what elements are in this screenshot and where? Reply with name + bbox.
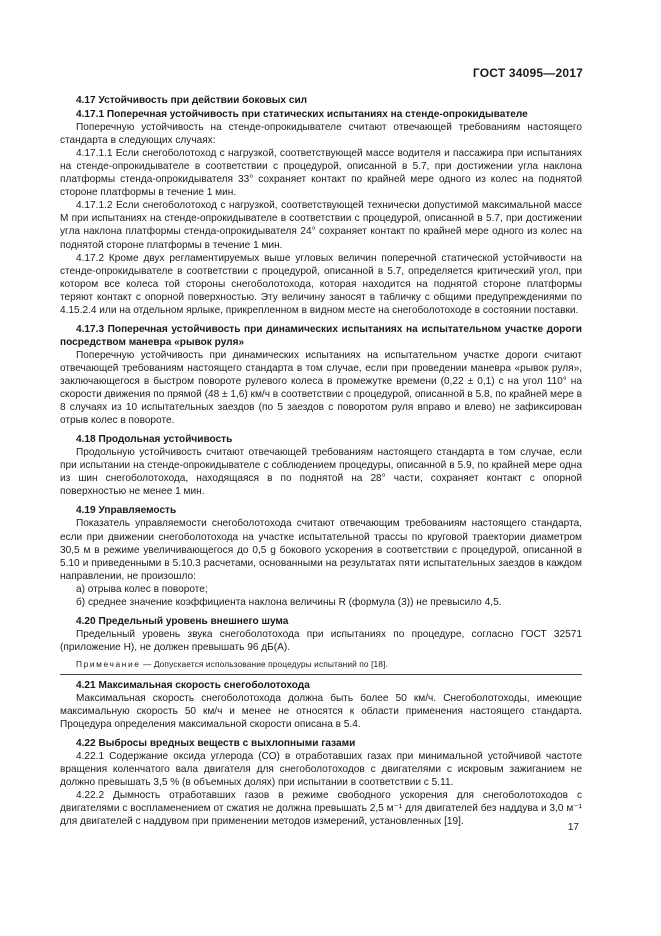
paragraph-4-19: Показатель управляемости снегоболотохода считают отвечающим требованиям настоящего стандарта, если при движении снегоболотохода на участке испытательной трассы по круговой траектории диаметром 30,5 м в режиме увеличивающегося до 0,5 g бокового ускорения в соответствии с процедурой, описанной в 5.10 и приведенными в 5.10.3 расчетами, основанными на результатах пяти испытательных заездов в каждом направлении, не произошло:: [60, 518, 582, 582]
section-heading-4-19: 4.19 Управляемость: [76, 505, 177, 517]
section-heading-4-18: 4.18 Продольная устойчивость: [76, 434, 233, 446]
note-divider: [60, 674, 582, 675]
section-heading-4-17-1: 4.17.1 Поперечная устойчивость при статических испытаниях на стенде-опрокидывателе: [76, 109, 528, 121]
section-heading-4-17-3: 4.17.3 Поперечная устойчивость при динамических испытаниях на испытательном участке дороги посредством маневра «рывок руля»: [60, 323, 582, 348]
note-text: — Допускается использование процедуры испытаний по [18].: [140, 658, 388, 669]
list-item-a: а) отрыва колес в повороте;: [76, 583, 208, 595]
page-number: 17: [567, 822, 579, 833]
paragraph-4-17-3: Поперечную устойчивость при динамических испытаниях на испытательном участке дороги считают отвечающей требованиям настоящего стандарта в том случае, если при проведении маневра «рывок руля», заключающегося в быстром повороте рулевого колеса в промежутке времени (0,22 ± 0,1) с на угол 110° на скорости движения по прямой (48 ± 1,6) км/ч в соответствии с процедурой, описанной в 5.8, по крайней мере в 8 случаях из 10 испытательных заездов (по 5 заездов с поворотом руля вправо и влево) не зафиксирован отрыв колес в повороте.: [60, 349, 582, 427]
paragraph-4-17-1-2: 4.17.1.2 Если снегоболотоход с нагрузкой, соответствующей технически допустимой максимальной массе М при испытаниях на стенде-опрокидывателе в соответствии с процедурой, описанной в 5.7, при достижении угла наклона платформы стенда-опрокидывателя 24° сохраняет контакт по крайней мере одного из колес на поднятой стороне платформы в течение 1 мин.: [60, 200, 582, 251]
paragraph-4-17-1-1: 4.17.1.1 Если снегоболотоход с нагрузкой, соответствующей массе водителя и пассажира при испытаниях на стенде-опрокидывателе в соответствии с процедурой, описанной в 5.7, при достижении угла наклона платформы стенда-опрокидывателя 33° сохраняет контакт по крайней мере одного из колес на поднятой стороне платформы в течение 1 мин.: [60, 148, 582, 199]
note-label: Примечание: [76, 658, 141, 669]
paragraph-4-20: Предельный уровень звука снегоболотохода при испытаниях по процедуре, согласно ГОСТ 32571 (приложение Н), не должен превышать 96 дБ(А).: [60, 628, 582, 653]
section-heading-4-17: 4.17 Устойчивость при действии боковых сил: [76, 95, 308, 106]
list-item-b: б) среднее значение коэффициента наклона величины R (формула (3)) не превысило 4,5.: [76, 596, 502, 608]
section-heading-4-22: 4.22 Выбросы вредных веществ с выхлопными газами: [76, 738, 356, 750]
document-body: [60, 93, 582, 828]
note: [60, 658, 582, 671]
paragraph-4-22-2: 4.22.2 Дымность отработавших газов в режиме свободного ускорения для снегоболотоходов с двигателями с воспламенением от сжатия не должна превышать 2,5 м⁻¹ для двигателей без наддува и 3,0 м⁻¹ для двигателей с наддувом при применении методов измерений, установленных [19].: [60, 790, 582, 828]
document-header: ГОСТ 34095—2017: [472, 66, 583, 80]
section-heading-4-21: 4.21 Максимальная скорость снегоболотохода: [76, 679, 310, 691]
paragraph-4-17-2: 4.17.2 Кроме двух регламентируемых выше угловых величин поперечной статической устойчивости на стенде-опрокидывателе в соответствии с процедурой, описанной в 5.7, определяется критический угол, при котором все колеса той стороны снегоболотохода, которая находится на поднятой стороне платформы теряют контакт с опорной поверхностью. Эту величину заносят в табличку с общими предупреждениями по 4.15.2.4 или на отдельном ярлыке, прикрепленном в видном месте на снегоболотоходе в состоянии поставки.: [60, 252, 582, 316]
paragraph-4-21: Максимальная скорость снегоболотохода должна быть более 50 км/ч. Снегоболотоходы, имеющие максимальную скорость 50 км/ч и менее не относятся к области применения настоящего стандарта. Процедура определения максимальной скорости описана в 5.4.: [60, 693, 582, 731]
paragraph-4-18: Продольную устойчивость считают отвечающей требованиям настоящего стандарта в том случае, если при испытании на стенде-опрокидывателе с соблюдением процедуры, описанной в 5.9, по крайней мере одна из шин снегоболотохода, находящаяся в по поднятой на 28° части, сохраняет контакт с опорной поверхностью не менее 1 мин.: [60, 447, 582, 498]
paragraph-4-17-1-intro: Поперечную устойчивость на стенде-опрокидывателе считают отвечающей требованиям настоящего стандарта в следующих случаях:: [60, 122, 582, 147]
paragraph-4-22-1: 4.22.1 Содержание оксида углерода (СО) в отработавших газах при минимальной устойчивой частоте вращения коленчатого вала двигателя для снегоболотоходов с двигателями с искровым зажиганием не должно превышать 3,5 % (в объемных долях) при испытании в соответствии с 5.11.: [60, 751, 582, 789]
section-heading-4-20: 4.20 Предельный уровень внешнего шума: [76, 615, 289, 627]
